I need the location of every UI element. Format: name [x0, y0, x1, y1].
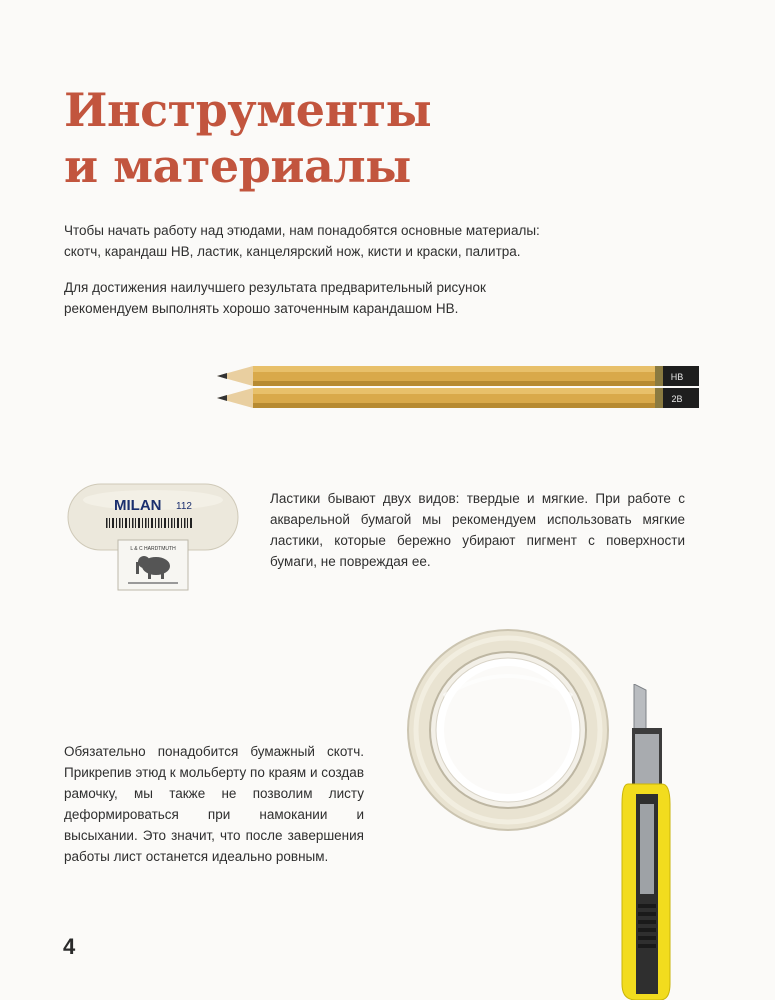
- utility-knife-image: [616, 684, 676, 1000]
- tape-paragraph: Обязательно понадобится бумажный скотч. Прикрепив этюд к мольберту по краям и создав рамочку, мы также не позволим листу деформироваться при намокании и высыхании. Это значит, что после завершения работы лист останется идеально ровным.: [64, 744, 364, 864]
- pencil-top-grade: HB: [670, 372, 684, 382]
- intro-paragraph: Чтобы начать работу над этюдами, нам понадобятся основные материалы: скотч, карандаш HB, ластик, канцелярский нож, кисти и краски, палитра.: [64, 223, 540, 259]
- pencil-bottom: [217, 388, 699, 408]
- eraser-model: 112: [176, 501, 192, 512]
- tape-image: [404, 626, 614, 836]
- page-number: 4: [63, 934, 76, 959]
- pencils-image: [215, 356, 705, 416]
- title-line-1: Инструменты: [64, 83, 432, 137]
- eraser-image: [66, 478, 242, 594]
- eraser-brand: MILAN: [114, 497, 162, 514]
- pencil-top: [217, 366, 699, 386]
- pencil-bottom-grade: 2B: [671, 394, 683, 404]
- page-title: [64, 82, 564, 194]
- eraser-paragraph: Ластики бывают двух видов: твердые и мягкие. При работе с акварельной бумагой мы рекомендуем использовать мягкие ластики, которые бережно убирают пигмент с поверхности бумаги, не повреждая ее.: [270, 491, 685, 569]
- pencil-paragraph: Для достижения наилучшего результата предварительный рисунок рекомендуем выполнять хорошо заточенным карандашом HB.: [64, 280, 486, 316]
- eraser-sleeve-text: L & C HARDTMUTH: [130, 546, 176, 552]
- title-line-2: и материалы: [64, 139, 411, 193]
